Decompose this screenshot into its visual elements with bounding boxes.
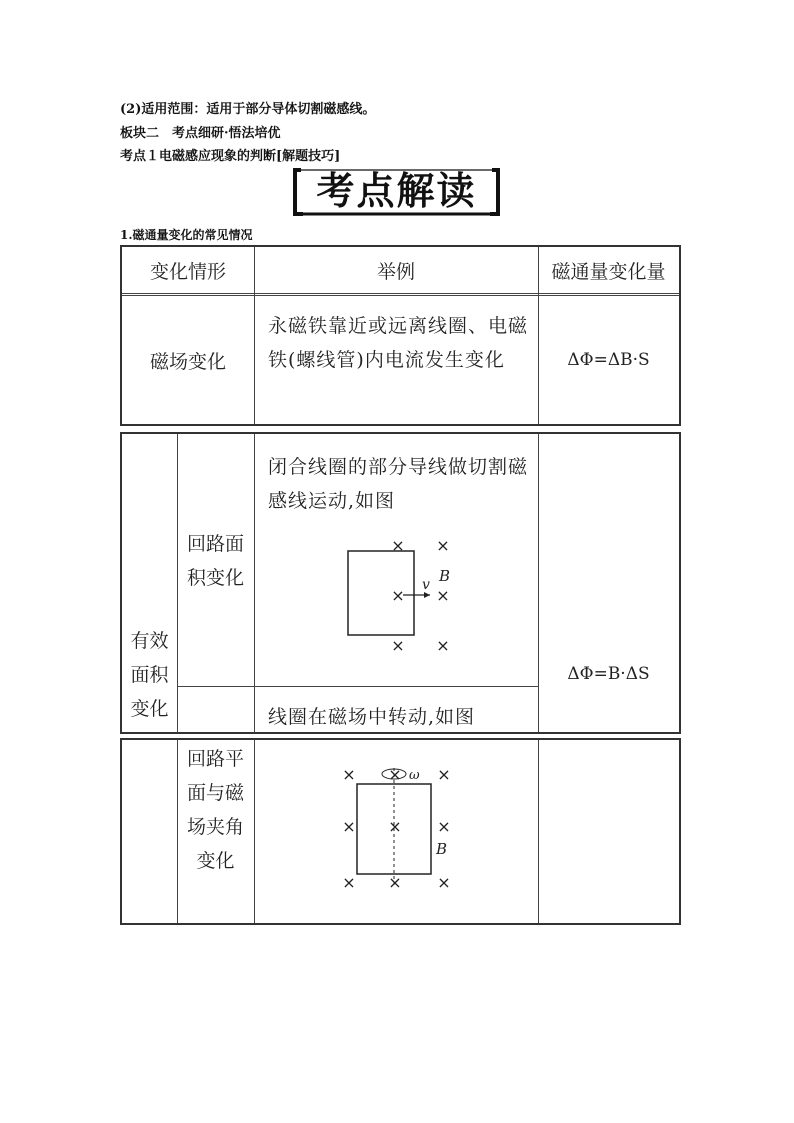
header-flux-change: 磁通量变化量 [551,260,666,283]
intro-line-scope: (2)适用范围：适用于部分导体切割磁感线。 [120,102,376,117]
field-mark: × [436,586,450,605]
section-heading: 1.磁通量变化的常见情况 [120,228,253,242]
field-mark: × [388,765,402,784]
row3-sub-label: 回路平面与磁场夹角变化 [186,748,244,872]
figure-rotating-coil [334,762,454,892]
velocity-label: v [422,577,430,593]
row2-group-label: 有效面积变化 [130,630,169,720]
intro-line-section: 板块二 考点细研·悟法培优 [120,126,281,141]
omega-label: ω [409,768,420,783]
field-mark: × [437,765,451,784]
table-block-1 [120,245,681,426]
row1-example: 永磁铁靠近或远离线圈、电磁铁(螺线管)内电流发生变化 [268,315,529,371]
intro-line-topic: 考点１电磁感应现象的判断[解题技巧] [120,149,341,164]
field-mark: × [391,586,405,605]
row2-formula: ΔΦ=B·ΔS [567,664,650,684]
row1-situation: 磁场变化 [149,350,226,373]
row1-formula: ΔΦ=ΔB·S [567,350,650,370]
field-label-b: B [436,840,448,858]
field-label-b: B [439,567,451,585]
field-mark: × [437,817,451,836]
field-mark: × [342,873,356,892]
row2-sub1-label: 回路面积变化 [186,533,244,589]
header-example: 举例 [376,260,415,283]
field-mark: × [437,873,451,892]
figure-cutting-motion [338,534,458,658]
row2-sub1-example: 闭合线圈的部分导线做切割磁感线运动,如图 [268,456,529,512]
banner [287,166,506,218]
field-mark: × [436,636,450,655]
header-situation: 变化情形 [149,260,226,283]
field-mark: × [342,765,356,784]
banner-title: 考点解读 [316,168,477,213]
table-block-3 [120,738,681,925]
field-mark: × [391,636,405,655]
row2-sub2-example: 线圈在磁场中转动,如图 [268,706,476,728]
field-mark: × [342,817,356,836]
field-mark: × [391,536,405,555]
field-mark: × [388,873,402,892]
table-block-2 [120,432,681,734]
field-mark: × [388,817,402,836]
field-mark: × [436,536,450,555]
